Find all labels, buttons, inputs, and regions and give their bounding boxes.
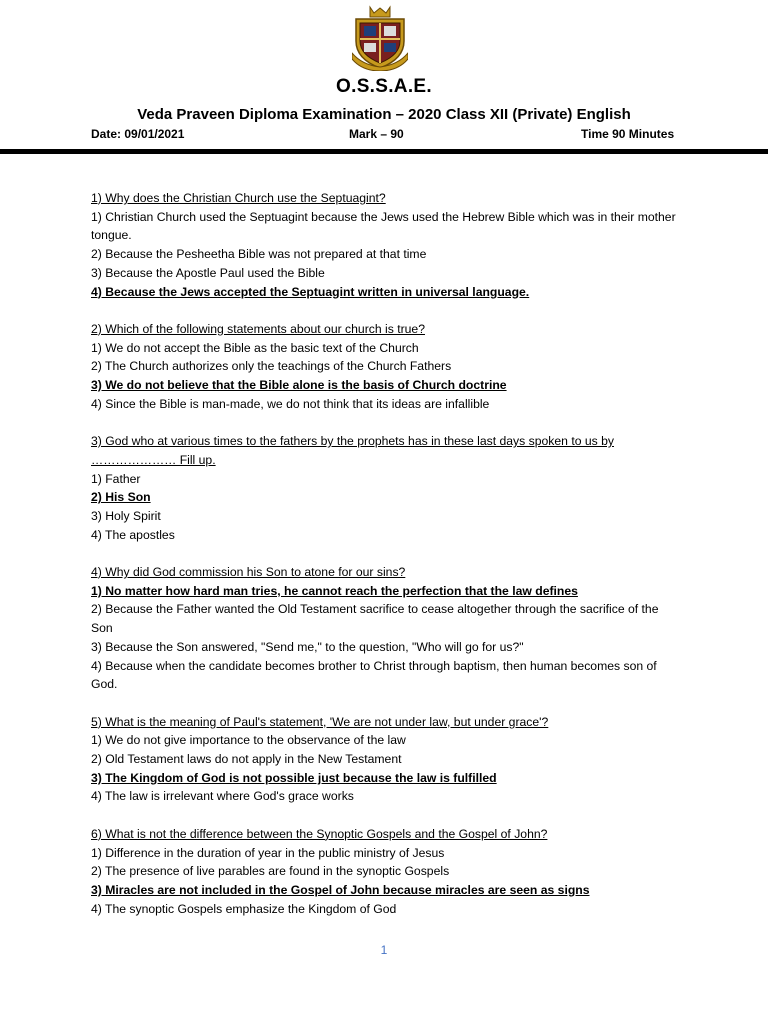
correct-option: 4) Because the Jews accepted the Septuagint written in universal language. xyxy=(91,284,530,299)
option: 2) Because the Pesheetha Bible was not prepared at that time xyxy=(91,247,427,262)
option: 2) The Church authorizes only the teachings of the Church Fathers xyxy=(91,359,452,374)
header-divider xyxy=(0,149,768,154)
question-text: 2) Which of the following statements about our church is true? xyxy=(91,321,425,336)
option: 1) We do not give importance to the observance of the law xyxy=(91,733,406,748)
correct-option: 1) No matter how hard man tries, he cannot reach the perfection that the law defines xyxy=(91,583,578,598)
option: 3) Because the Son answered, "Send me," to the question, "Who will go for us?" xyxy=(91,639,524,654)
question-2 xyxy=(91,320,681,414)
option: 4) Since the Bible is man-made, we do not think that its ideas are infallible xyxy=(91,396,490,411)
option: 4) The synoptic Gospels emphasize the Kingdom of God xyxy=(91,901,397,916)
question-5 xyxy=(91,713,681,807)
option: 1) Difference in the duration of year in the public ministry of Jesus xyxy=(91,845,445,860)
correct-option: 2) His Son xyxy=(91,490,151,505)
question-3 xyxy=(91,432,681,544)
exam-time: Time 90 Minutes xyxy=(581,127,675,141)
option: 2) The presence of live parables are found in the synoptic Gospels xyxy=(91,864,450,879)
option: 4) Because when the candidate becomes brother to Christ through baptism, then human becomes son of God. xyxy=(91,658,657,692)
page-number: 1 xyxy=(380,943,388,957)
question-text: 6) What is not the difference between the Synoptic Gospels and the Gospel of John? xyxy=(91,826,548,841)
school-crest-icon xyxy=(352,5,408,71)
exam-date: Date: 09/01/2021 xyxy=(91,127,185,141)
question-text: 5) What is the meaning of Paul's statement, 'We are not under law, but under grace'? xyxy=(91,714,549,729)
question-text: 4) Why did God commission his Son to atone for our sins? xyxy=(91,565,406,580)
option: 4) The law is irrelevant where God's grace works xyxy=(91,789,354,804)
document-title: O.S.S.A.E. xyxy=(336,76,432,97)
option: 1) Father xyxy=(91,471,141,486)
correct-option: 3) The Kingdom of God is not possible just because the law is fulfilled xyxy=(91,770,497,785)
question-6 xyxy=(91,825,681,919)
question-text: 1) Why does the Christian Church use the Septuagint? xyxy=(91,191,386,205)
questions-list xyxy=(91,189,681,937)
option: 4) The apostles xyxy=(91,527,175,542)
option: 3) Holy Spirit xyxy=(91,508,161,523)
question-text: 3) God who at various times to the fathers by the prophets has in these last days spoken to us by ………………… Fill up. xyxy=(91,434,614,467)
correct-option: 3) Miracles are not included in the Gospel of John because miracles are seen as signs xyxy=(91,882,590,897)
option: 1) Christian Church used the Septuagint because the Jews used the Hebrew Bible which was in their mother tongue. xyxy=(91,209,676,243)
exam-mark: Mark – 90 xyxy=(349,127,404,141)
exam-subtitle: Veda Praveen Diploma Examination – 2020 Class XII (Private) English xyxy=(137,106,631,123)
question-1 xyxy=(91,189,681,301)
option: 2) Old Testament laws do not apply in the New Testament xyxy=(91,752,402,767)
question-4 xyxy=(91,563,681,694)
option: 2) Because the Father wanted the Old Testament sacrifice to cease altogether through the sacrifice of the Son xyxy=(91,602,659,636)
correct-option: 3) We do not believe that the Bible alone is the basis of Church doctrine xyxy=(91,378,507,393)
option: 1) We do not accept the Bible as the basic text of the Church xyxy=(91,340,419,355)
option: 3) Because the Apostle Paul used the Bible xyxy=(91,265,325,280)
